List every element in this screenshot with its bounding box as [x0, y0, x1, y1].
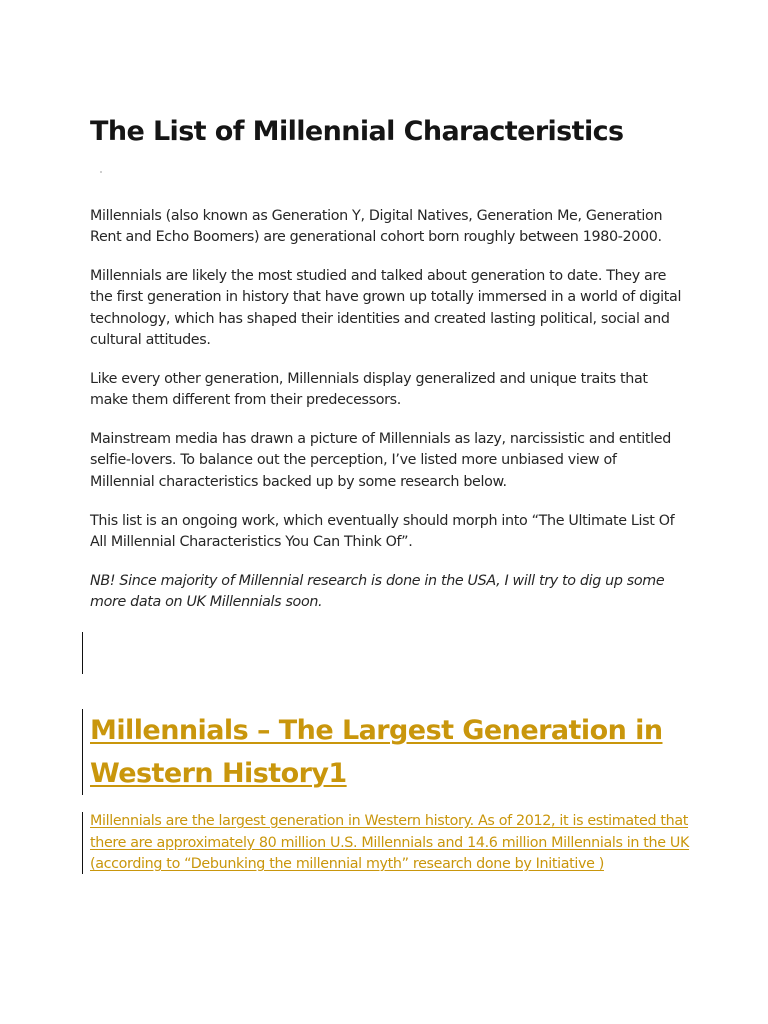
media-perception-paragraph: Mainstream media has drawn a picture of Millennials as lazy, narcissistic and entitled selfie-lovers. To balance out the perception, I’ve listed more unbiased view of Millennial characteristics backed up by some research below. [90, 431, 671, 490]
section-text-margin-bar [82, 812, 83, 874]
page-title: The List of Millennial Characteristics [90, 116, 624, 147]
studied-generation-paragraph: Millennials are likely the most studied and talked about generation to date. They are the first generation in history that have grown up totally immersed in a world of digital technology, which has shaped their identities and created lasting political, social and cultural attitudes. [90, 268, 682, 348]
intro-paragraph: Millennials (also known as Generation Y, Digital Natives, Generation Me, Generation Rent and Echo Boomers) are generational cohort born roughly between 1980-2000. [90, 208, 663, 246]
text-cursor-bar [82, 632, 83, 674]
section-heading-margin-bar [82, 709, 83, 795]
decorative-dot [100, 171, 102, 173]
traits-paragraph: Like every other generation, Millennials display generalized and unique traits that make them different from their predecessors. [90, 371, 648, 409]
nb-note-paragraph: NB! Since majority of Millennial research is done in the USA, I will try to dig up some more data on UK Millennials soon. [90, 573, 665, 611]
largest-generation-heading-link[interactable]: Millennials – The Largest Generation in Western History1 [90, 715, 663, 789]
largest-generation-text-link[interactable]: Millennials are the largest generation in Western history. As of 2012, it is estimated that there are approximately 80 million U.S. Millennials and 14.6 million Millennials in the UK (according to “Debunking the millennial myth” research done by Initiative ) [90, 813, 690, 872]
ongoing-work-paragraph: This list is an ongoing work, which eventually should morph into “The Ultimate List Of All Millennial Characteristics You Can Think Of”. [90, 513, 675, 551]
